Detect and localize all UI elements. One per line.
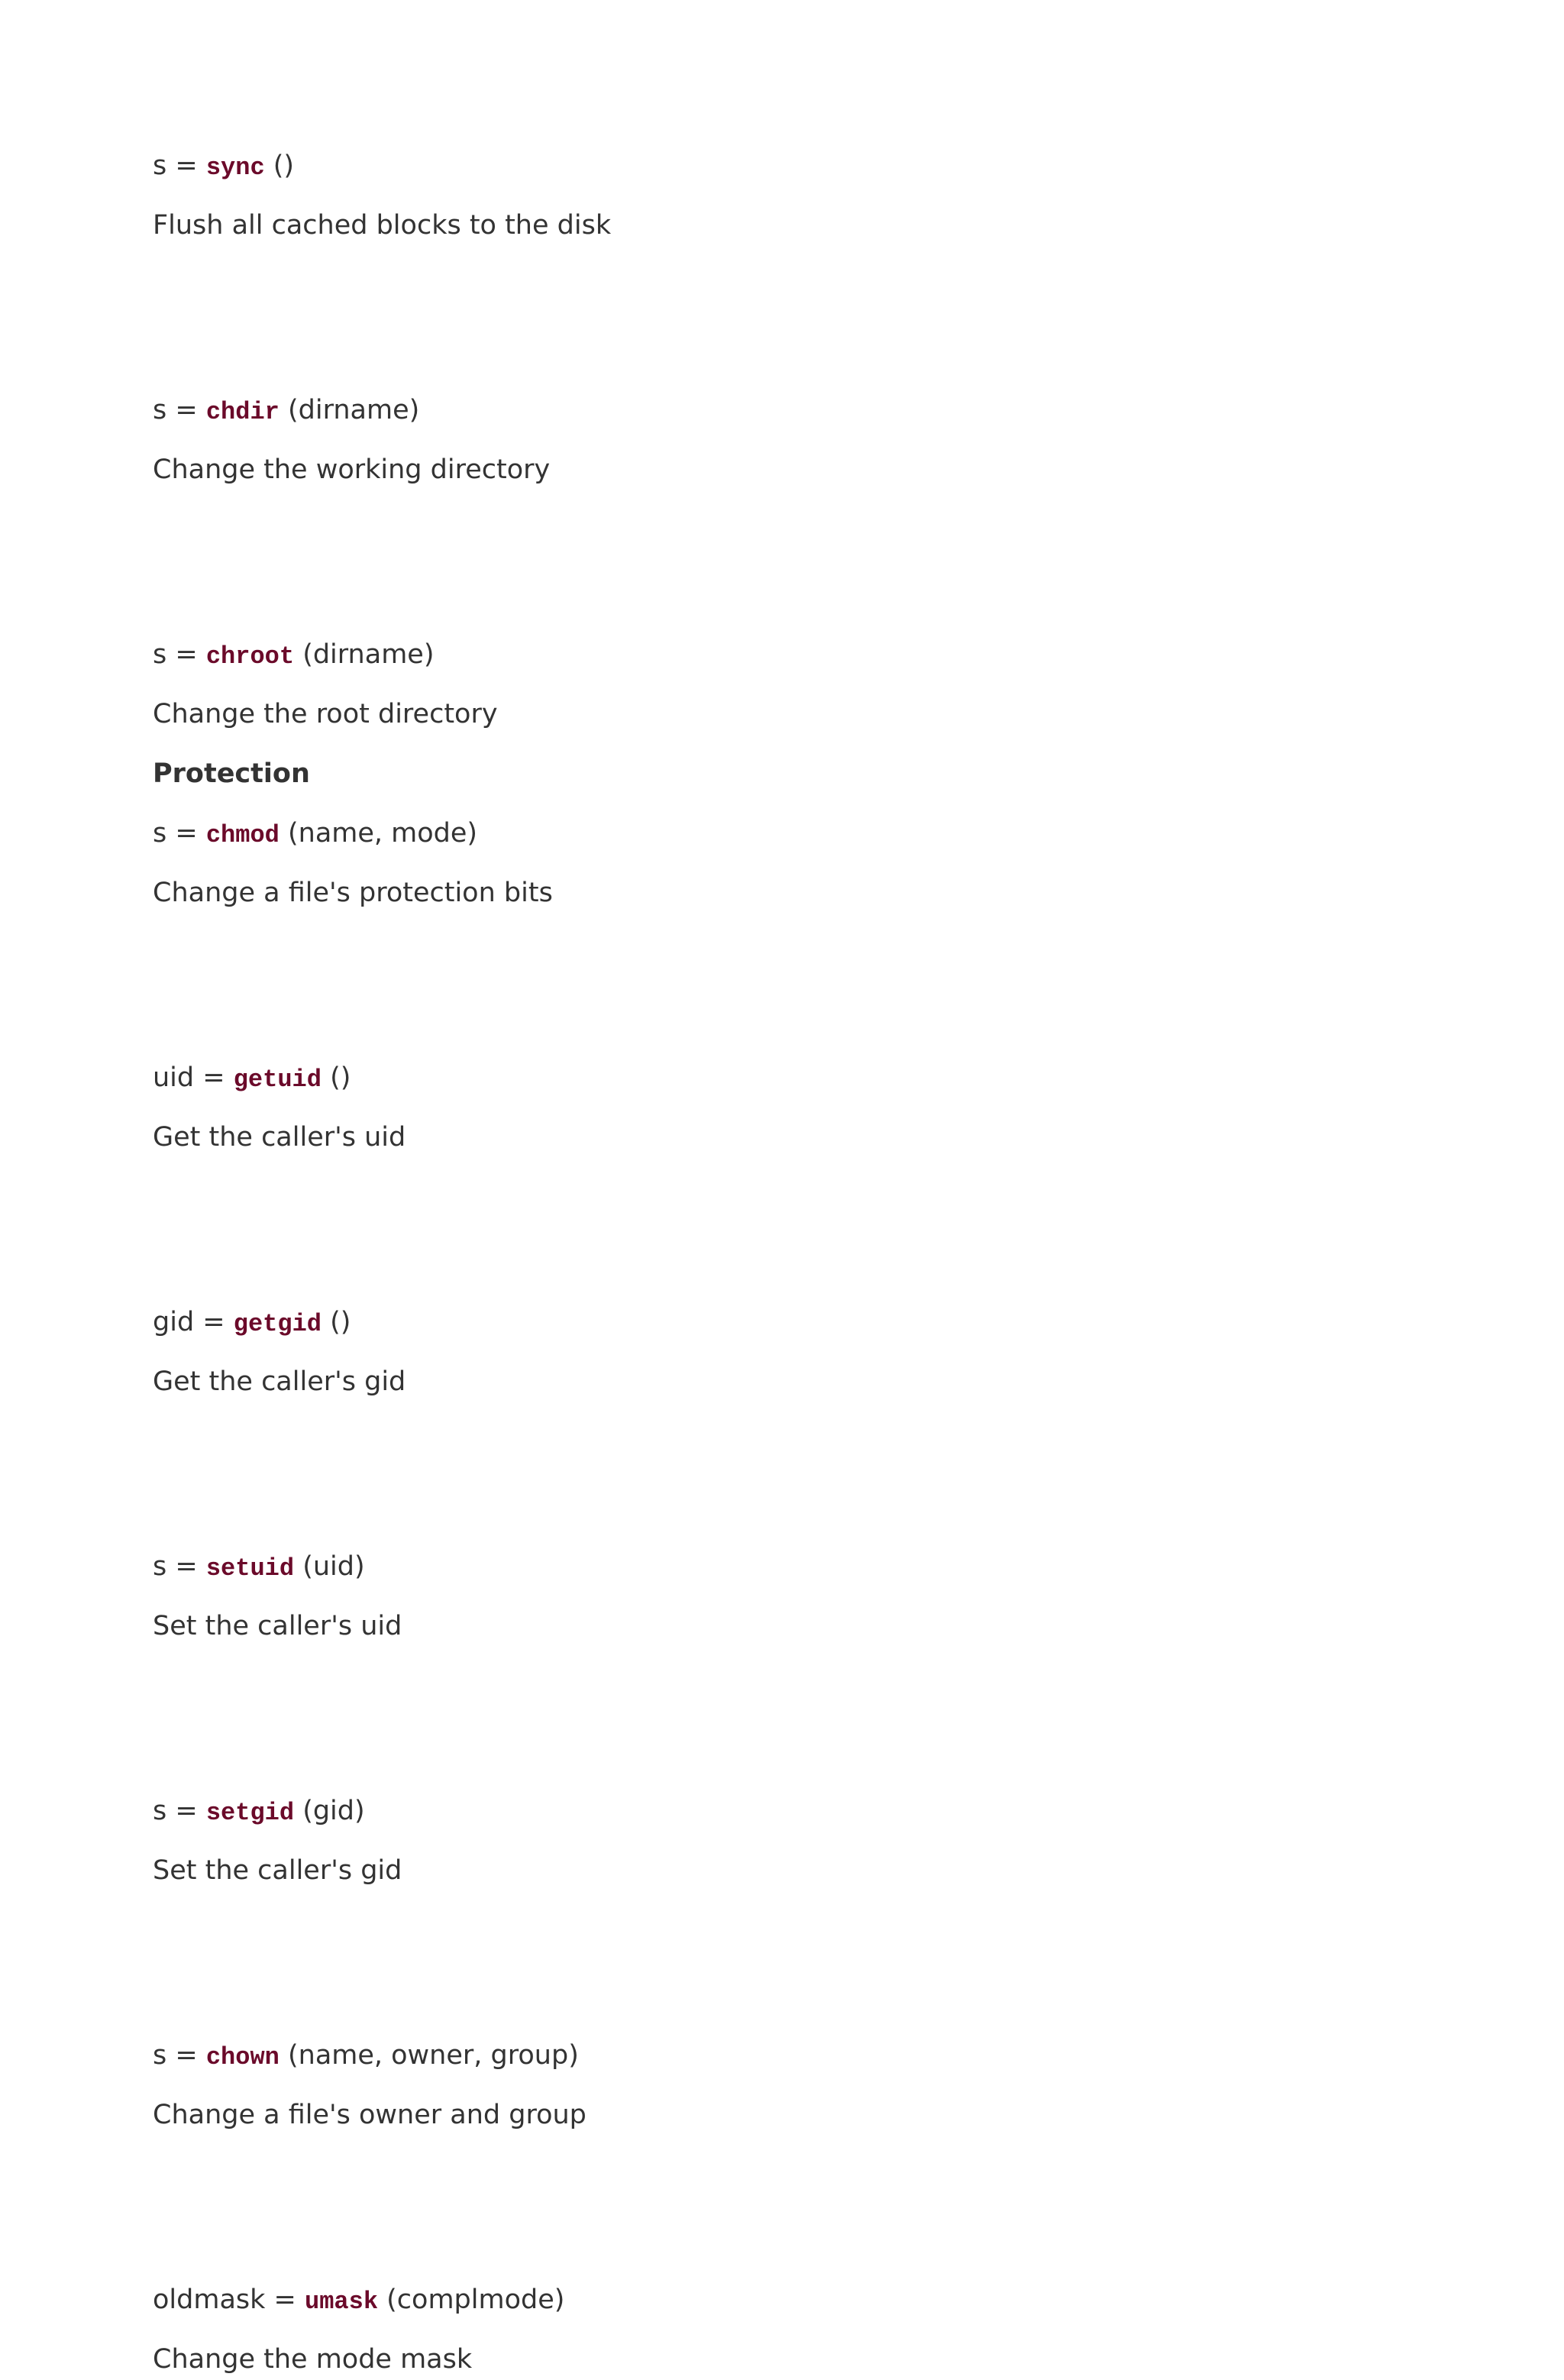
syscall-signature <box>153 634 1451 675</box>
function-name: umask <box>305 2288 379 2316</box>
return-var: s = <box>153 395 198 425</box>
function-name: sync <box>205 154 265 182</box>
syscall-entry-sync <box>153 145 1451 246</box>
syscall-description: Get the caller's gid <box>153 1366 406 1397</box>
function-name: chdir <box>205 398 280 426</box>
syscall-signature <box>153 1057 1451 1098</box>
syscall-description: Change the mode mask <box>153 2344 473 2375</box>
syscall-signature <box>153 1302 1451 1343</box>
function-args: () <box>330 1062 351 1093</box>
function-args: () <box>273 150 295 181</box>
syscall-entry-getgid <box>153 1302 1451 1402</box>
return-var: s = <box>153 639 198 670</box>
function-name: getgid <box>233 1310 322 1338</box>
syscall-entry-chmod <box>153 813 1451 914</box>
syscall-entry-setgid <box>153 1790 1451 1891</box>
function-args: (uid) <box>302 1551 365 1582</box>
function-args: (name, owner, group) <box>287 2040 579 2071</box>
syscall-signature <box>153 1546 1451 1587</box>
function-name: getuid <box>233 1066 322 1094</box>
function-args: (name, mode) <box>287 818 478 849</box>
return-var: uid = <box>153 1062 225 1093</box>
function-args: (dirname) <box>302 639 435 670</box>
syscall-description: Change a file's protection bits <box>153 878 553 908</box>
syscall-signature <box>153 390 1451 431</box>
syscall-description: Flush all cached blocks to the disk <box>153 210 612 241</box>
syscall-description: Set the caller's gid <box>153 1855 402 1886</box>
section-heading: Protection <box>153 758 310 789</box>
syscall-description: Get the caller's uid <box>153 1122 406 1153</box>
syscall-description: Change the root directory <box>153 699 498 729</box>
syscall-signature <box>153 2279 1451 2320</box>
syscall-signature <box>153 2035 1451 2076</box>
syscall-signature <box>153 145 1451 186</box>
syscall-entry-umask <box>153 2279 1451 2380</box>
return-var: gid = <box>153 1307 225 1337</box>
syscall-entry-chdir <box>153 390 1451 490</box>
return-var: s = <box>153 1551 198 1582</box>
return-var: s = <box>153 2040 198 2071</box>
function-args: (dirname) <box>287 395 420 425</box>
syscall-entry-chown <box>153 2035 1451 2136</box>
syscall-entry-getuid <box>153 1057 1451 1158</box>
syscall-signature <box>153 1790 1451 1832</box>
return-var: s = <box>153 818 198 849</box>
document-page <box>153 145 1451 2380</box>
syscall-description: Set the caller's uid <box>153 1611 402 1641</box>
function-args: (complmode) <box>386 2285 565 2315</box>
function-name: chown <box>205 2043 280 2071</box>
return-var: s = <box>153 150 198 181</box>
syscall-description: Change the working directory <box>153 454 551 485</box>
syscall-entry-chroot <box>153 634 1451 735</box>
return-var: s = <box>153 1796 198 1826</box>
return-var: oldmask = <box>153 2285 296 2315</box>
syscall-signature <box>153 813 1451 854</box>
function-args: () <box>330 1307 351 1337</box>
function-args: (gid) <box>302 1796 365 1826</box>
function-name: chmod <box>205 821 280 849</box>
function-name: setgid <box>205 1799 295 1827</box>
syscall-description: Change a file's owner and group <box>153 2100 586 2130</box>
function-name: chroot <box>205 642 295 671</box>
syscall-entry-setuid <box>153 1546 1451 1647</box>
function-name: setuid <box>205 1554 295 1583</box>
